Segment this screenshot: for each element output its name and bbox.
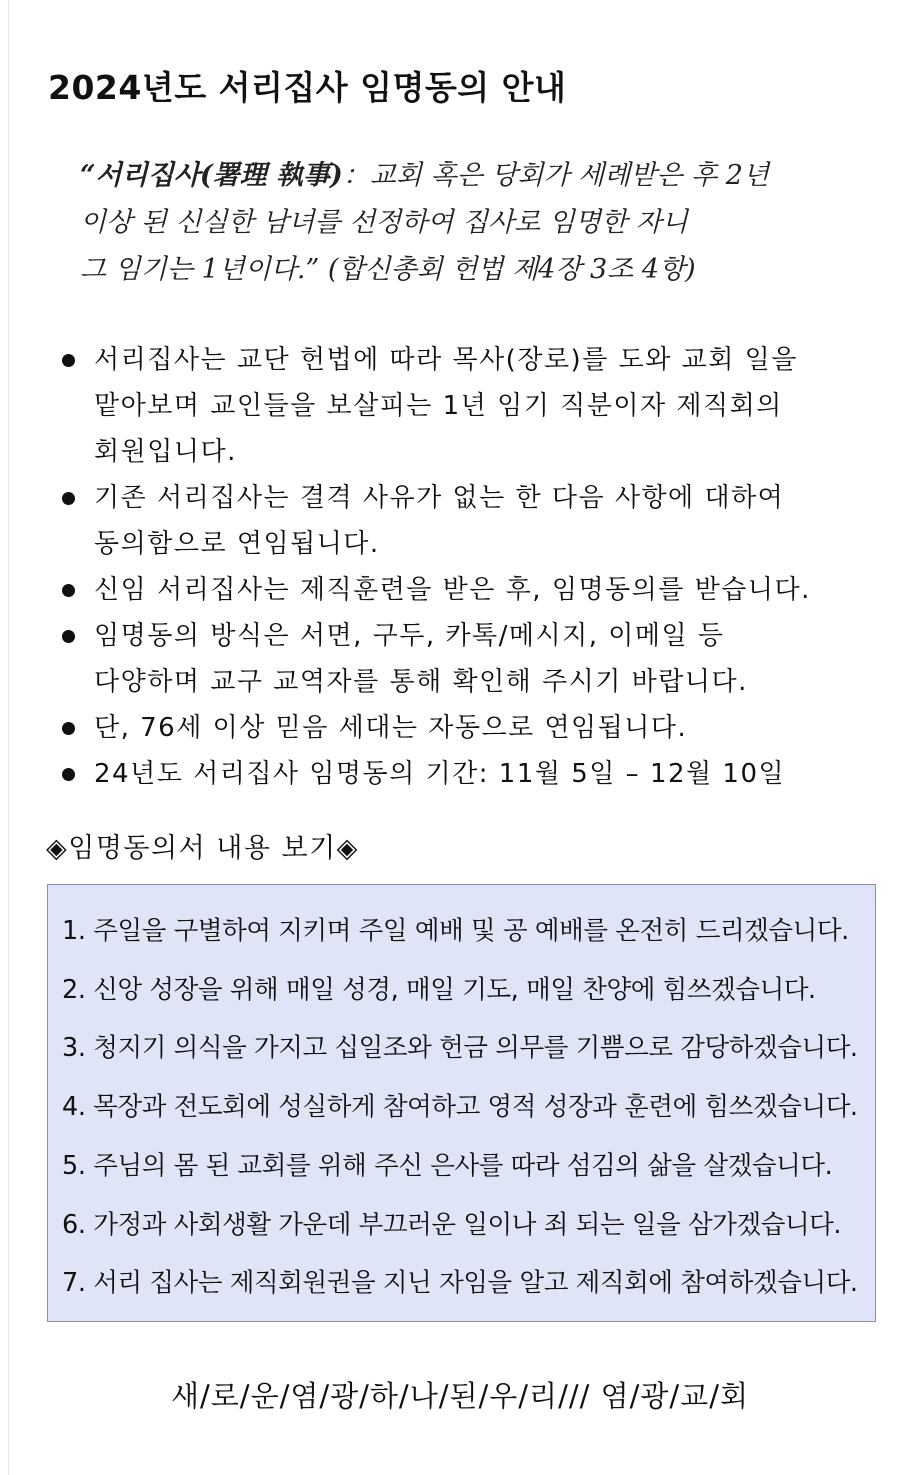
guideline-item-period [62,751,872,797]
bullet-dot-icon [62,722,75,735]
guideline-text: 동의함으로 연임됩니다. [94,529,380,559]
guideline-text: 서리집사는 교단 헌법에 따라 목사(장로)를 도와 교회 일을 [94,345,798,375]
bullet-dot-icon [62,630,75,643]
guideline-text: 단, 76세 이상 믿음 세대는 자동으로 연임됩니다. [94,713,688,743]
guideline-text: 24년도 서리집사 임명동의 기간: 11월 5일 – 12월 10일 [94,759,786,789]
bullet-dot-icon [62,768,75,781]
pledge-item: 7. 서리 집사는 제직회원권을 지닌 자임을 알고 제직회에 참여하겠습니다. [62,1268,858,1299]
bullet-dot-icon [62,354,75,367]
quote-term: “서리집사(署理 執事) [80,160,343,191]
pledge-item: 4. 목장과 전도회에 성실하게 참여하고 영적 성장과 훈련에 힘쓰겠습니다. [62,1092,858,1123]
church-slogan: 새/로/운/염/광/하/나/된/우/리/// 염/광/교/회 [171,1379,749,1413]
pledge-item: 6. 가정과 사회생활 가운데 부끄러운 일이나 죄 되는 일을 삼가겠습니다. [62,1209,842,1240]
pledge-list [62,902,858,1313]
bullet-dot-icon [62,584,75,597]
guideline-item-method [62,613,872,705]
guideline-item-existing [62,475,872,567]
guideline-text: 신임 서리집사는 제직훈련을 받은 후, 임명동의를 받습니다. [94,575,811,605]
definition-quote [80,152,870,293]
guideline-list [62,337,872,797]
quote-line-1 [80,152,870,199]
pledge-item: 3. 청지기 의식을 가지고 십일조와 헌금 의무를 기쁨으로 감당하겠습니다. [62,1033,858,1064]
guideline-text: 맡아보며 교인들을 보살피는 1년 임기 직분이자 제직회의 [94,391,783,421]
page-title: 2024년도 서리집사 임명동의 안내 [48,68,567,107]
guideline-text: 회원입니다. [94,437,237,467]
guideline-item-role [62,337,872,475]
guideline-text: 기존 서리집사는 결격 사유가 없는 한 다음 사항에 대하여 [94,483,785,513]
pledge-item: 5. 주님의 몸 된 교회를 위해 주신 은사를 따라 섬김의 삶을 살겠습니다. [62,1150,833,1181]
pledge-item: 1. 주일을 구별하여 지키며 주일 예배 및 공 예배를 온전히 드리겠습니다. [62,916,849,946]
guideline-item-age [62,705,872,751]
pledge-box [47,884,876,1322]
quote-line-2: 이상 된 신실한 남녀를 선정하여 집사로 임명한 자니 [80,207,688,238]
quote-line-1-text: ：교회 혹은 당회가 세례받은 후 2년 [342,160,769,191]
guideline-text: 임명동의 방식은 서면, 구두, 카톡/메시지, 이메일 등 [94,621,725,651]
quote-line-3: 그 임기는 1년이다.” (합신총회 헌법 제4장 3조 4항) [80,254,696,285]
bullet-dot-icon [62,492,75,505]
page-edge-line [8,0,9,1475]
guideline-item-new [62,567,872,613]
guideline-text: 다양하며 교구 교역자를 통해 확인해 주시기 바랍니다. [94,667,748,697]
pledge-heading: ◈임명동의서 내용 보기◈ [46,833,359,864]
pledge-item: 2. 신앙 성장을 위해 매일 성경, 매일 기도, 매일 찬양에 힘쓰겠습니다. [62,974,816,1005]
